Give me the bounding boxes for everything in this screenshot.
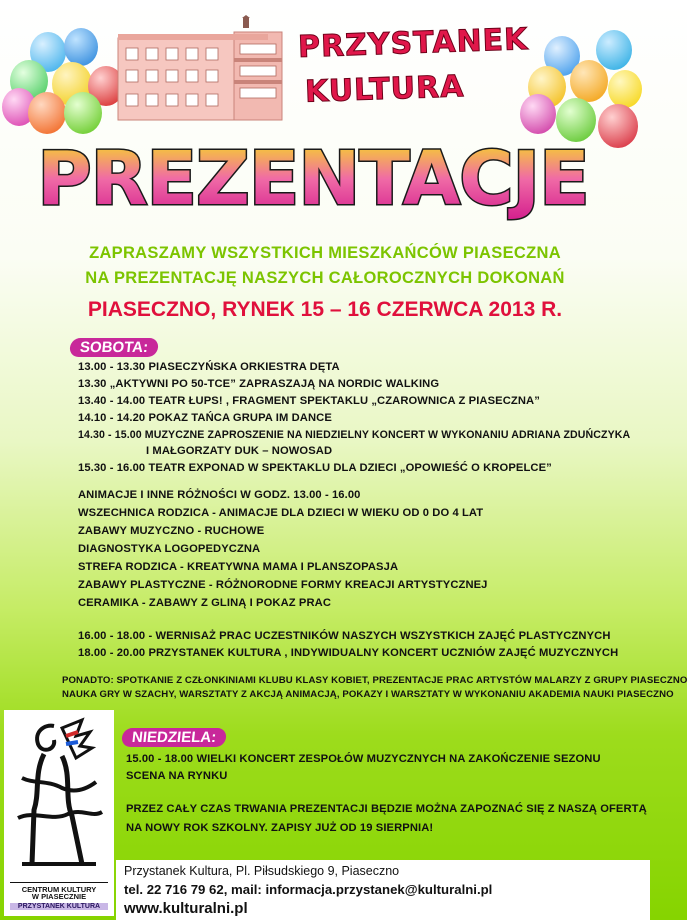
balloon-icon [520,94,556,134]
evening-item: 16.00 - 18.00 - WERNISAŻ PRAC UCZESTNIKÓW NASZYCH WSZYSTKICH ZAJĘĆ PLASTYCZNYCH [78,630,611,642]
saturday-item: 13.00 - 13.30 PIASECZYŃSKA ORKIESTRA DĘTA [78,361,340,373]
animation-item: WSZECHNICA RODZICA - ANIMACJE DLA DZIECI W WIEKU OD 0 DO 4 LAT [78,507,484,519]
logo-text-line2: W PIASECZNIE [31,892,87,901]
brand-title-line2: KULTURA [304,69,465,110]
animation-item: ZABAWY MUZYCZNO - RUCHOWE [78,525,265,537]
invite-line-1: ZAPRASZAMY WSZYSTKICH MIESZKAŃCÓW PIASECZNA [89,244,561,262]
animation-item: DIAGNOSTYKA LOGOPEDYCZNA [78,543,261,555]
balloon-icon [64,28,98,66]
brand-title-line1: PRZYSTANEK [297,21,529,66]
extra-info-line: PONADTO: SPOTKANIE Z CZŁONKINIAMI KLUBU KLASY KOBIET, PREZENTACJE PRAC ARTYSTÓW MALARZY Z GRUPY PIASECZNO [62,675,687,686]
logo-text-line3: PRZYSTANEK KULTURA [10,903,108,910]
saturday-item: 14.10 - 14.20 POKAZ TAŃCA GRUPA IM DANCE [78,412,332,424]
main-title-text: PREZENTACJE [37,136,589,222]
balloon-icon [598,104,638,148]
footer-contact[interactable]: tel. 22 716 79 62, mail: informacja.przystanek@kulturalni.pl [124,882,493,897]
saturday-item: 13.40 - 14.00 TEATR ŁUPS! , FRAGMENT SPEKTAKLU „CZAROWNICA Z PIASECZNA” [78,395,540,407]
sunday-badge: NIEDZIELA: [121,728,227,747]
balloon-icon [64,92,102,134]
animation-item: STREFA RODZICA - KREATYWNA MAMA I PLANSZOPASJA [78,561,399,573]
sunday-item: SCENA NA RYNKU [126,770,228,782]
animations-heading: ANIMACJE I INNE RÓŻNOŚCI W GODZ. 13.00 - 16.00 [78,489,361,501]
saturday-item: 15.30 - 16.00 TEATR EXPONAD W SPEKTAKLU DLA DZIECI „OPOWIEŚĆ O KROPELCE” [78,462,552,474]
building-illustration [116,14,296,122]
sunday-note: NA NOWY ROK SZKOLNY. ZAPISY JUŻ OD 19 SIERPNIA! [126,822,434,834]
main-title [37,132,589,224]
invite-line-2: NA PREZENTACJĘ NASZYCH CAŁOROCZNYCH DOKONAŃ [85,269,565,287]
evening-item: 18.00 - 20.00 PRZYSTANEK KULTURA , INDYWIDUALNY KONCERT UCZNIÓW ZAJĘĆ MUZYCZNYCH [78,647,619,659]
event-place-date: PIASECZNO, RYNEK 15 – 16 CZERWCA 2013 R. [87,298,563,321]
balloon-icon [608,70,642,108]
animation-item: CERAMIKA - ZABAWY Z GLINĄ I POKAZ PRAC [78,597,332,609]
logo-figure-icon [4,714,114,884]
balloon-icon [28,92,66,134]
animation-item: ZABAWY PLASTYCZNE - RÓŻNORODNE FORMY KREACJI ARTYSTYCZNEJ [78,579,488,591]
footer-address: Przystanek Kultura, Pl. Piłsudskiego 9, Piaseczno [124,864,400,878]
footer [116,860,650,920]
saturday-badge: SOBOTA: [69,338,159,357]
sunday-item: 15.00 - 18.00 WIELKI KONCERT ZESPOŁÓW MUZYCZNYCH NA ZAKOŃCZENIE SEZONU [126,753,601,765]
extra-info-line: NAUKA GRY W SZACHY, WARSZTATY Z AKCJĄ ANIMACJĄ, POKAZY I WARSZTATY W WYKONANIU AKADEMIA NAUKI PIASECZNO [62,689,674,700]
centrum-kultury-logo [4,710,114,916]
saturday-item: 14.30 - 15.00 MUZYCZNE ZAPROSZENIE NA NIEDZIELNY KONCERT W WYKONANIU ADRIANA ZDUŃCZYKA [78,429,631,441]
logo-text-line1: CENTRUM KULTURY [10,882,108,894]
saturday-item: 13.30 „AKTYWNI PO 50-TCE” ZAPRASZAJĄ NA NORDIC WALKING [78,378,440,390]
balloon-icon [596,30,632,70]
saturday-item-continued: I MAŁGORZATY DUK – NOWOSAD [146,445,333,457]
footer-website-link[interactable]: www.kulturalni.pl [124,900,248,917]
balloon-icon [570,60,608,102]
sunday-note: PRZEZ CAŁY CZAS TRWANIA PREZENTACJI BĘDZIE MOŻNA ZAPOZNAĆ SIĘ Z NASZĄ OFERTĄ [126,803,647,815]
